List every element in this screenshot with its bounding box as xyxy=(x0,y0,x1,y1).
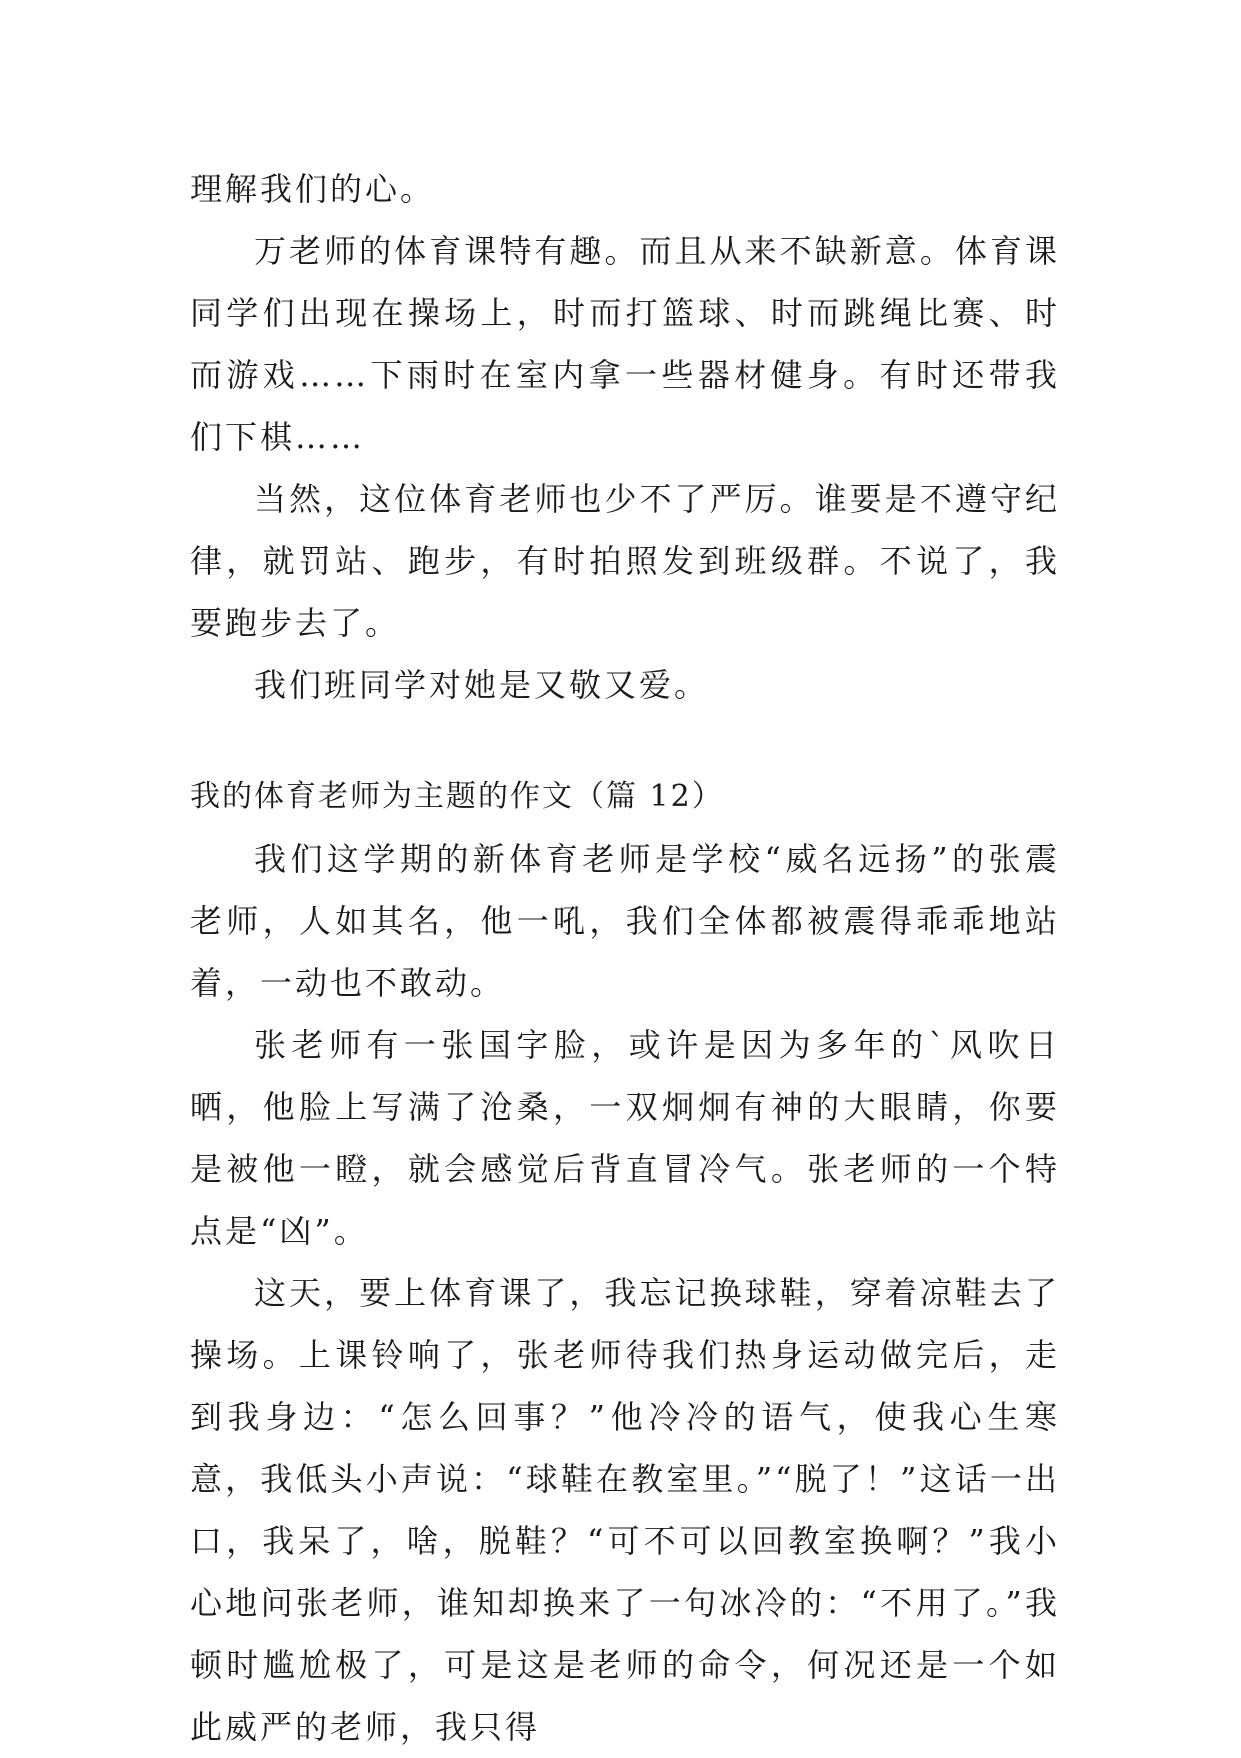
paragraph: 我们班同学对她是又敬又爱。 xyxy=(254,666,710,704)
paragraph: 万老师的体育课特有趣。而且从来不缺新意。体育课同学们出现在操场上，时而打篮球、时而跳绳比赛、时而游戏……下雨时在室内拿一些器材健身。有时还带我们下棋…… xyxy=(190,232,1060,456)
paragraph: 张老师有一张国字脸，或许是因为多年的`风吹日晒，他脸上写满了沧桑，一双炯炯有神的大眼睛，你要是被他一瞪，就会感觉后背直冒冷气。张老师的一个特点是“凶”。 xyxy=(190,1026,1060,1250)
paragraph: 我们这学期的新体育老师是学校“威名远扬”的张震老师，人如其名，他一吼，我们全体都被震得乖乖地站着，一动也不敢动。 xyxy=(190,840,1060,1002)
paragraph: 这天，要上体育课了，我忘记换球鞋，穿着凉鞋去了操场。上课铃响了，张老师待我们热身运动做完后，走到我身边：“怎么回事？”他冷冷的语气，使我心生寒意，我低头小声说：“球鞋在教室里。”“脱了！”这话一出口，我呆了，啥，脱鞋？“可不可以回教室换啊？”我小心地问张老师，谁知却换来了一句冰冷的：“不用了。”我顿时尴尬极了，可是这是老师的命令，何况还是一个如此威严的老师，我只得 xyxy=(190,1274,1060,1746)
essay-heading: 我的体育老师为主题的作文（篇 12） xyxy=(190,779,724,814)
document-body xyxy=(190,158,1060,1758)
paragraph-continued: 理解我们的心。 xyxy=(190,170,436,208)
paragraph: 当然，这位体育老师也少不了严厉。谁要是不遵守纪律，就罚站、跑步，有时拍照发到班级群。不说了，我要跑步去了。 xyxy=(190,480,1060,642)
